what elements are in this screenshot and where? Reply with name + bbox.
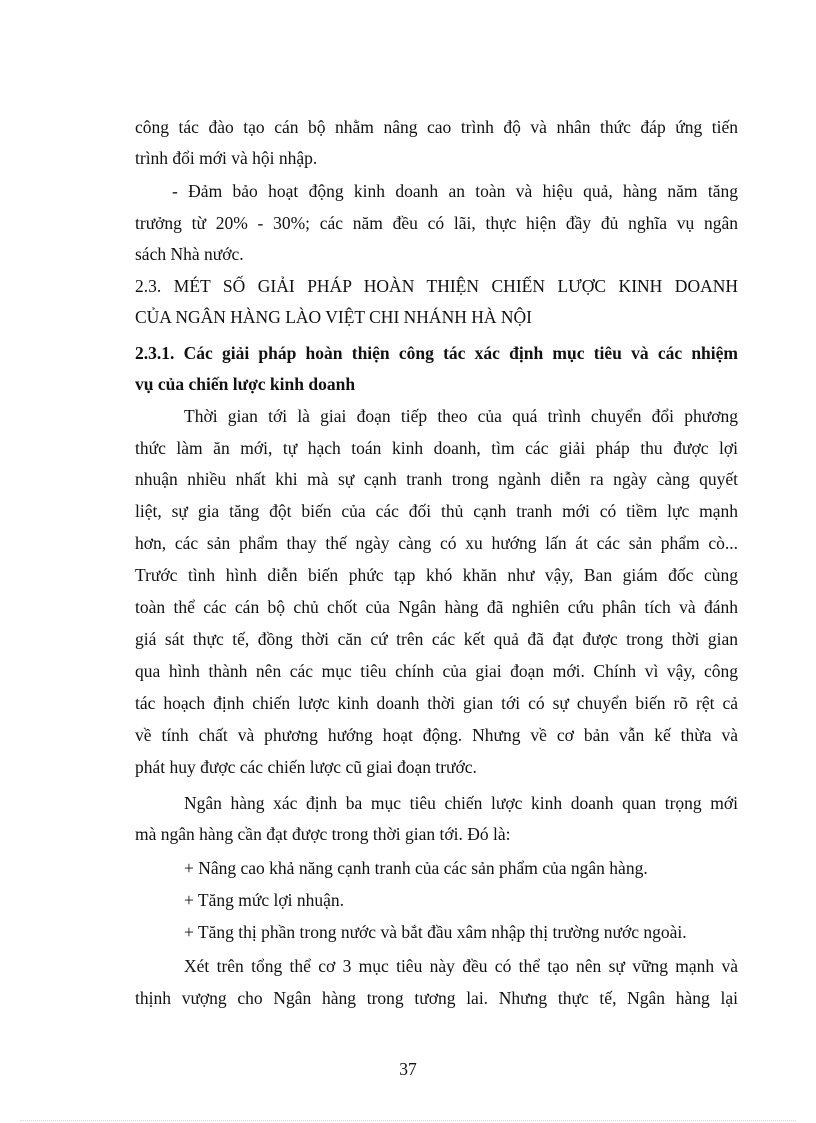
paragraph-line: công tác đào tạo cán bộ nhằm nâng cao trình độ và nhân thức đáp ứng tiến [135, 117, 738, 137]
page-bottom-divider [20, 1120, 796, 1121]
paragraph-line: trưởng từ 20% - 30%; các năm đều có lãi, thực hiện đầy đủ nghĩa vụ ngân [135, 213, 738, 233]
list-item: + Nâng cao khả năng cạnh tranh của các sản phẩm của ngân hàng. [184, 858, 648, 878]
paragraph-line: toàn thể các cán bộ chủ chốt của Ngân hàng đã nghiên cứu phân tích và đánh [135, 597, 738, 617]
list-item: + Tăng thị phần trong nước và bắt đầu xâm nhập thị trường nước ngoài. [184, 922, 687, 942]
subsection-heading: vụ của chiến lược kinh doanh [135, 374, 356, 394]
paragraph-line: liệt, sự gia tăng đột biến của các đối thủ cạnh tranh mới có tiềm lực mạnh [135, 501, 738, 521]
paragraph-line: giá sát thực tế, đồng thời căn cứ trên các kết quả đã đạt được trong thời gian [135, 629, 738, 649]
paragraph-line: sách Nhà nước. [135, 244, 244, 264]
paragraph-line: Trước tình hình diễn biến phức tạp khó khăn như vậy, Ban giám đốc cùng [135, 565, 738, 585]
paragraph-line: qua hình thành nên các mục tiêu chính của giai đoạn mới. Chính vì vậy, công [135, 661, 738, 681]
paragraph-line: hơn, các sản phẩm thay thế ngày càng có xu hướng lấn át các sản phẩm cò... [135, 533, 738, 553]
section-heading: 2.3. MÉT SỐ GIẢI PHÁP HOÀN THIỆN CHIẾN LƯỢC KINH DOANH [135, 276, 738, 296]
paragraph-line: nhuận nhiều nhất khi mà sự cạnh tranh trong ngành diễn ra ngày càng quyết [135, 469, 738, 489]
paragraph-line: phát huy được các chiến lược cũ giai đoạn trước. [135, 757, 477, 777]
paragraph-line: mà ngân hàng cần đạt được trong thời gian tới. Đó là: [135, 824, 511, 844]
paragraph-line: - Đảm bảo hoạt động kinh doanh an toàn và hiệu quả, hàng năm tăng [172, 181, 738, 201]
paragraph-line: thịnh vượng cho Ngân hàng trong tương lai. Nhưng thực tế, Ngân hàng lại [135, 988, 738, 1008]
paragraph-line: tác hoạch định chiến lược kinh doanh thời gian tới có sự chuyển biến rõ rệt cả [135, 693, 738, 713]
paragraph-line: thức làm ăn mới, tự hạch toán kinh doanh, tìm các giải pháp thu được lợi [135, 438, 738, 458]
paragraph-line: về tính chất và phương hướng hoạt động. Nhưng về cơ bản vẫn kế thừa và [135, 725, 738, 745]
paragraph-line: Xét trên tổng thể cơ 3 mục tiêu này đều có thể tạo nên sự vững mạnh và [184, 956, 738, 976]
paragraph-line: trình đổi mới và hội nhập. [135, 148, 318, 168]
paragraph-line: Thời gian tới là giai đoạn tiếp theo của quá trình chuyển đổi phương [184, 406, 738, 426]
paragraph-line: Ngân hàng xác định ba mục tiêu chiến lược kinh doanh quan trọng mới [184, 793, 738, 813]
subsection-heading: 2.3.1. Các giải pháp hoàn thiện công tác xác định mục tiêu và các nhiệm [135, 343, 738, 363]
section-heading: CỦA NGÂN HÀNG LÀO VIỆT CHI NHÁNH HÀ NỘI [135, 307, 532, 327]
list-item: + Tăng mức lợi nhuận. [184, 890, 344, 910]
page-number: 37 [399, 1059, 417, 1079]
